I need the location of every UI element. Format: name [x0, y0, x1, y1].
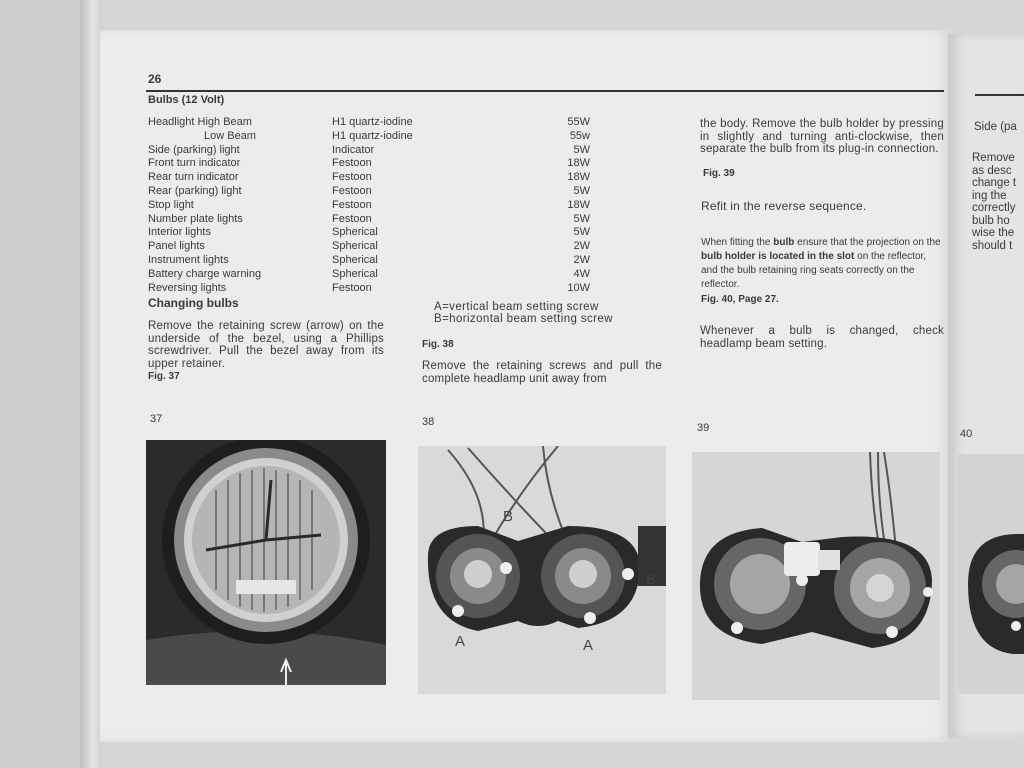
bulb-wattage: 18W: [567, 157, 590, 170]
figure-number-37: 37: [150, 413, 163, 425]
label-a-left: A: [455, 633, 466, 650]
bulb-name: Rear (parking) light: [148, 184, 242, 197]
book-spine: [80, 0, 102, 768]
bulb-wattage: 5W: [573, 212, 590, 225]
twin-unit-graphic: [418, 446, 666, 694]
legend-b: B=horizontal beam setting screw: [434, 313, 613, 325]
bulb-type: Festoon: [332, 157, 372, 170]
bulb-wattage: 18W: [567, 198, 590, 211]
bulb-type: H1 quartz-iodine: [332, 116, 413, 128]
fitting-note: [701, 236, 941, 292]
label-b-left: B: [503, 508, 514, 525]
fig-40-graphic: [958, 454, 1024, 694]
figure-number-39: 39: [697, 422, 710, 434]
bulb-name: Reversing lights: [148, 281, 227, 294]
right-page-fragment: Remove as desc change t ing the correctly bulb ho wise the should t: [972, 152, 1017, 252]
instruction-paragraph-2: Remove the retaining screws and pull the complete headlamp unit away from: [422, 360, 662, 385]
bulb-wattage: 4W: [573, 267, 590, 280]
bulb-name: Headlight High Beam: [148, 116, 252, 128]
bulb-type: Festoon: [332, 281, 372, 294]
legend-a: A=vertical beam setting screw: [434, 301, 599, 313]
bulb-type: Spherical: [332, 240, 378, 253]
manual-page-right: [948, 34, 1024, 738]
fig-37-reference: Fig. 37: [148, 371, 180, 382]
headlamp-photo-graphic: [146, 440, 386, 685]
bulb-name: Front turn indicator: [148, 157, 241, 170]
bulb-type: Festoon: [332, 212, 372, 225]
bulb-name: Interior lights: [148, 226, 211, 239]
manual-page-left: [100, 30, 948, 742]
bulb-wattage: 10W: [567, 281, 590, 294]
fitting-note-bold: bulb: [773, 237, 795, 248]
bulb-type: Festoon: [332, 184, 372, 197]
section-title: Bulbs (12 Volt): [148, 94, 225, 106]
bulb-type: Spherical: [332, 267, 378, 280]
instruction-paragraph-3: the body. Remove the bulb holder by pressing in slightly and turning anti-clockwise, then separate the bulb from its plug-in connection.: [700, 118, 944, 155]
bulb-wattage: 5W: [573, 143, 590, 156]
bulb-type: Festoon: [332, 171, 372, 184]
fitting-note-bold: bulb holder is located in the slot: [701, 251, 855, 262]
photo-headlamp-in-car: [146, 440, 386, 685]
photo-fig-40: [958, 454, 1024, 694]
figure-number-40: 40: [960, 428, 973, 440]
bulb-name: Battery charge warning: [148, 267, 262, 280]
bulb-type: H1 quartz-iodine: [332, 129, 413, 142]
bulb-name: Rear turn indicator: [148, 171, 239, 184]
bulb-name: Low Beam: [204, 129, 256, 142]
instruction-paragraph-5: Whenever a bulb is changed, check headlamp beam setting.: [700, 325, 944, 350]
bulb-wattage: 55W: [567, 116, 590, 128]
bulb-name: Number plate lights: [148, 212, 243, 225]
bulb-name: Instrument lights: [148, 253, 229, 266]
bulb-wattage: 55w: [569, 129, 590, 142]
instruction-paragraph-1: Remove the retaining screw (arrow) on the underside of the bezel, using a Phillips screwdriver. Pull the bezel away from its upper retainer.: [148, 320, 384, 370]
refit-instruction: Refit in the reverse sequence.: [701, 199, 867, 213]
header-rule: [146, 90, 944, 92]
bulb-name: Side (parking) light: [148, 143, 240, 156]
fitting-note-part: ensure that the projection on the: [794, 237, 941, 248]
bulb-wattage: 2W: [573, 253, 590, 266]
bulb-holder-graphic: [692, 452, 940, 700]
bulb-name: Panel lights: [148, 240, 205, 253]
bulb-wattage: 2W: [573, 240, 590, 253]
bulb-wattage: 5W: [573, 226, 590, 239]
bulb-type: Spherical: [332, 226, 378, 239]
bulb-type: Spherical: [332, 253, 378, 266]
fig-40-ref: Fig. 40,: [701, 294, 736, 305]
page-number: 26: [148, 72, 162, 86]
fig-40-page: Page 27.: [738, 294, 779, 305]
bulb-wattage: 18W: [567, 171, 590, 184]
fig-39-reference: Fig. 39: [703, 168, 735, 179]
beam-screw-legend: [434, 301, 613, 325]
photo-twin-headlamp-unit: [418, 446, 666, 694]
photo-bulb-holder-removed: [692, 452, 940, 700]
label-b-right: B: [646, 571, 657, 588]
background-wall: [0, 0, 80, 768]
figure-number-38: 38: [422, 416, 435, 428]
right-side-heading: Side (pa: [974, 121, 1017, 133]
label-a-right: A: [583, 637, 594, 654]
bulb-wattage: 5W: [573, 184, 590, 197]
changing-bulbs-heading: Changing bulbs: [148, 296, 239, 310]
right-header-rule: [975, 94, 1024, 96]
bulb-type: Festoon: [332, 198, 372, 211]
bulb-type: Indicator: [332, 143, 375, 156]
bulb-name: Stop light: [148, 198, 194, 211]
fitting-note-part: When fitting the: [701, 237, 774, 248]
fitting-note-part: on the reflector, and the bulb retaining ring seats correctly on the reflector.: [701, 251, 927, 290]
fig-40-reference: [701, 294, 779, 305]
fig-38-reference: Fig. 38: [422, 339, 454, 350]
